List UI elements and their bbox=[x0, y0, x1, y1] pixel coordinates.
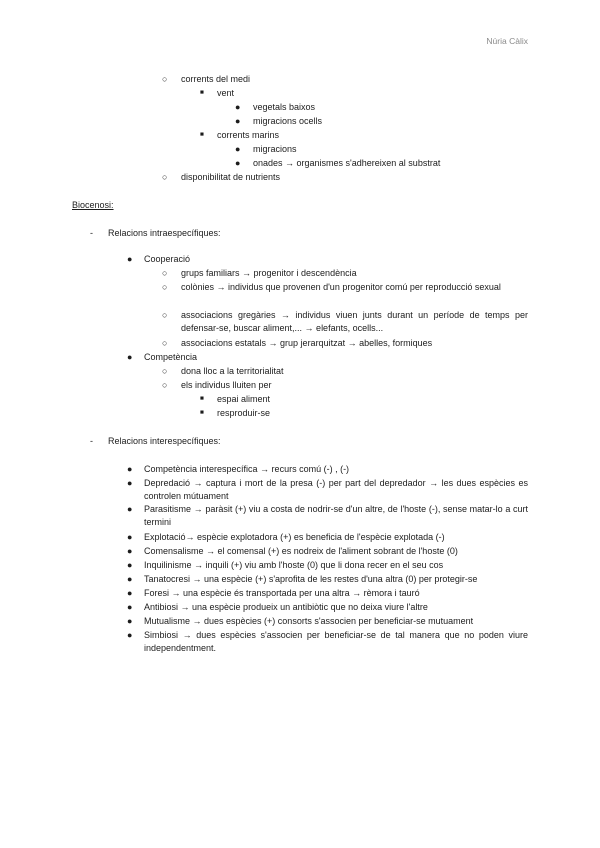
dot-bullet-icon: ● bbox=[127, 630, 133, 640]
list-item-reproduce: resproduir-se bbox=[217, 408, 271, 418]
list-item-symbiosis: Simbiosi → dues espècies s'associen per beneficiar-se de tal manera que no poden viure independentment. bbox=[144, 630, 528, 653]
dot-bullet-icon: ● bbox=[127, 602, 133, 612]
dot-bullet-icon: ● bbox=[127, 588, 133, 598]
dot-bullet-icon: ● bbox=[127, 464, 133, 474]
list-item-currents: corrents del medi bbox=[181, 74, 251, 84]
list-item-sea-currents: corrents marins bbox=[217, 130, 280, 140]
list-item-mutualism: Mutualisme → dues espècies (+) consorts s'associen per beneficiar-se mutuament bbox=[144, 616, 474, 626]
list-item-parasitism: Parasitisme → paràsit (+) viu a costa de nodrir-se d'un altre, de l'hoste (-), sense matar-lo a curt termini bbox=[144, 504, 528, 527]
dot-bullet-icon: ● bbox=[127, 532, 133, 542]
dot-bullet-icon: ● bbox=[127, 504, 133, 514]
circle-bullet-icon: ○ bbox=[162, 268, 168, 278]
dash-bullet-icon: - bbox=[90, 436, 93, 446]
list-item-space-food: espai aliment bbox=[217, 394, 271, 404]
circle-bullet-icon: ○ bbox=[162, 74, 168, 84]
list-item-gregarious: associacions gregàries → individus viuen junts durant un període de temps per defensar-se, buscar aliment,... → elefants, ocells... bbox=[181, 310, 528, 333]
circle-bullet-icon: ○ bbox=[162, 172, 168, 182]
list-item-commensalism: Comensalisme → el comensal (+) es nodreix de l'aliment sobrant de l'hoste (0) bbox=[144, 546, 458, 556]
subheading-intraspecific: Relacions intraespecífiques: bbox=[108, 228, 221, 238]
author-name: Núria Càlix bbox=[486, 36, 528, 46]
dot-bullet-icon: ● bbox=[127, 616, 133, 626]
list-item-migrations: migracions bbox=[253, 144, 297, 154]
dot-bullet-icon: ● bbox=[127, 560, 133, 570]
dot-bullet-icon: ● bbox=[127, 546, 133, 556]
dot-bullet-icon: ● bbox=[235, 158, 241, 168]
list-item-cooperation: Cooperació bbox=[144, 254, 191, 264]
circle-bullet-icon: ○ bbox=[162, 310, 168, 320]
list-item-colonies: colònies → individus que provenen d'un progenitor comú per reproducció sexual bbox=[181, 282, 501, 292]
list-item-territoriality: dona lloc a la territorialitat bbox=[181, 366, 284, 376]
dash-bullet-icon: - bbox=[90, 228, 93, 238]
list-item-inquilinism: Inquilinisme → inquili (+) viu amb l'hoste (0) que li dona recer en el seu cos bbox=[144, 560, 444, 570]
list-item-family-groups: grups familiars → progenitor i descendència bbox=[181, 268, 357, 278]
dot-bullet-icon: ● bbox=[127, 352, 133, 362]
square-bullet-icon: ■ bbox=[200, 131, 204, 138]
square-bullet-icon: ■ bbox=[200, 395, 204, 402]
square-bullet-icon: ■ bbox=[200, 409, 204, 416]
list-item-interspecific-competition: Competència interespecífica → recurs comú (-) , (-) bbox=[144, 464, 350, 474]
list-item-low-vegetation: vegetals baixos bbox=[253, 102, 316, 112]
list-item-exploitation: Explotació→ espècie explotadora (+) es beneficia de l'espècie explotada (-) bbox=[144, 532, 445, 542]
list-item-fight-for: els individus lluiten per bbox=[181, 380, 272, 390]
list-item-phoresy: Foresi → una espècie és transportada per una altra → rèmora i tauró bbox=[144, 588, 420, 598]
dot-bullet-icon: ● bbox=[127, 254, 133, 264]
circle-bullet-icon: ○ bbox=[162, 380, 168, 390]
list-item-thanatocresis: Tanatocresi → una espècie (+) s'aprofita de les restes d'una altra (0) per protegir-se bbox=[144, 574, 478, 584]
list-item-competition: Competència bbox=[144, 352, 198, 362]
dot-bullet-icon: ● bbox=[235, 102, 241, 112]
circle-bullet-icon: ○ bbox=[162, 366, 168, 376]
dot-bullet-icon: ● bbox=[127, 478, 133, 488]
circle-bullet-icon: ○ bbox=[162, 338, 168, 348]
list-item-nutrients: disponibilitat de nutrients bbox=[181, 172, 281, 182]
dot-bullet-icon: ● bbox=[235, 144, 241, 154]
list-item-bird-migrations: migracions ocells bbox=[253, 116, 323, 126]
dot-bullet-icon: ● bbox=[235, 116, 241, 126]
list-item-antibiosis: Antibiosi → una espècie produeix un antibiòtic que no deixa viure l'altre bbox=[144, 602, 428, 612]
list-item-predation: Depredació → captura i mort de la presa (-) per part del depredador → les dues espècies es controlen mútuament bbox=[144, 478, 528, 501]
subheading-interspecific: Relacions interespecífiques: bbox=[108, 436, 221, 446]
list-item-waves: onades → organismes s'adhereixen al substrat bbox=[253, 158, 441, 168]
square-bullet-icon: ■ bbox=[200, 89, 204, 96]
list-item-wind: vent bbox=[217, 88, 235, 98]
circle-bullet-icon: ○ bbox=[162, 282, 168, 292]
dot-bullet-icon: ● bbox=[127, 574, 133, 584]
list-item-state-associations: associacions estatals → grup jerarquitzat → abelles, formiques bbox=[181, 338, 433, 348]
section-heading-biocenosi: Biocenosi: bbox=[72, 200, 114, 210]
